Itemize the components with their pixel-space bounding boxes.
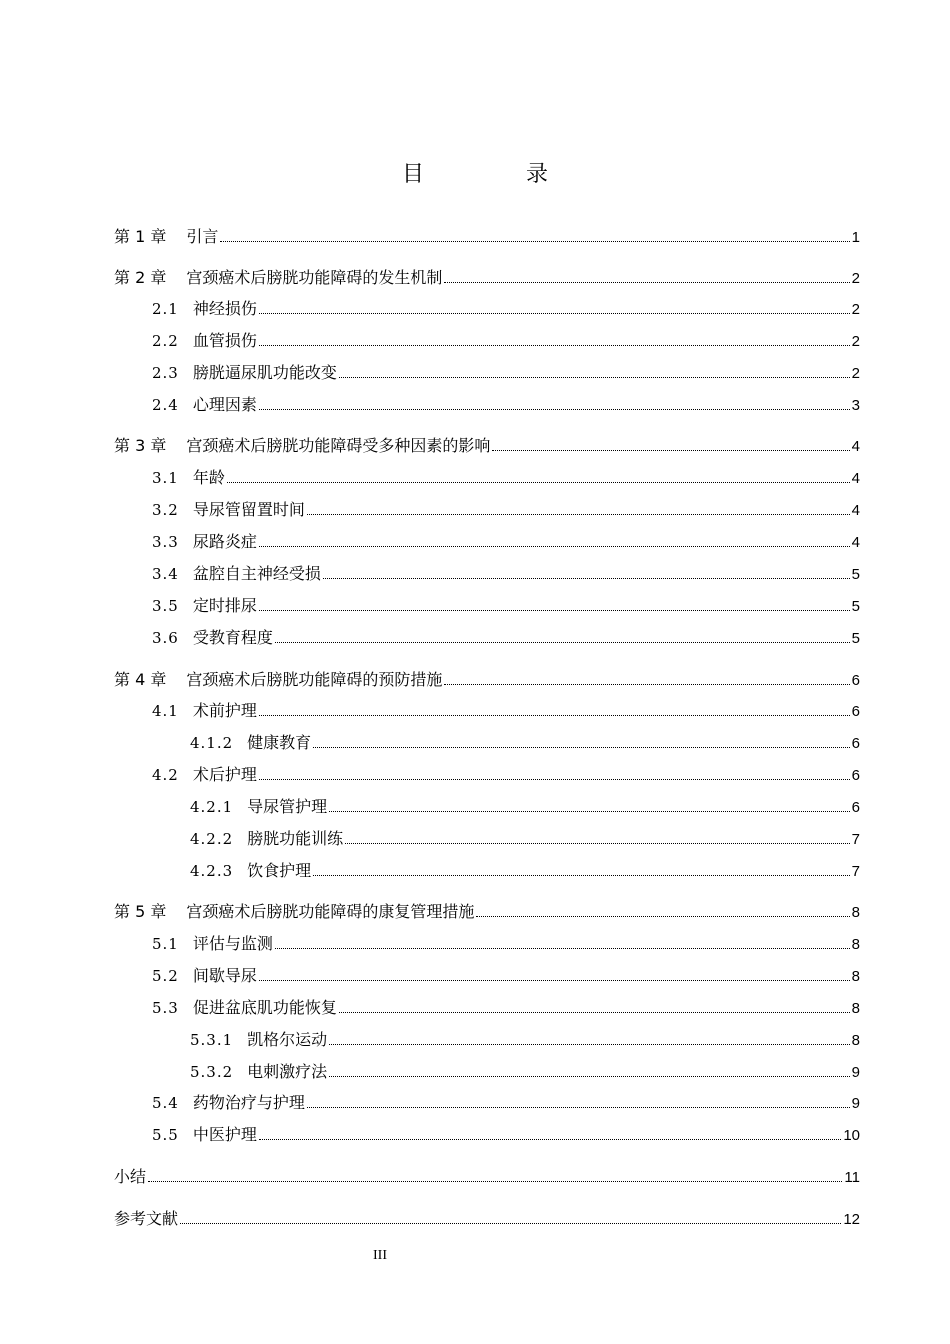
toc-entry-number: 5.3.1 [190, 1031, 234, 1049]
toc-entry-label: 凯格尔运动 [247, 1030, 328, 1049]
toc-leader-dots [259, 609, 850, 611]
toc-entry-page: 4 [851, 470, 860, 487]
toc-entry-label: 促进盆底肌功能恢复 [192, 998, 337, 1017]
toc-entry-page: 7 [851, 831, 860, 848]
toc-entry-number: 4.1.2 [190, 734, 234, 752]
toc-entry-page: 2 [851, 333, 860, 350]
toc-entry-page: 8 [851, 1000, 860, 1017]
toc-leader-dots [307, 1106, 850, 1108]
toc-entry[interactable] [152, 764, 860, 787]
toc-title: 目 录 [401, 162, 588, 187]
toc-entry-label: 术前护理 [192, 701, 257, 720]
toc-entry-label: 间歇导尿 [192, 966, 257, 985]
toc-entry-label: 宫颈癌术后膀胱功能障碍的预防措施 [186, 670, 443, 689]
toc-entry-number: 第 3 章 [114, 436, 167, 455]
toc-entry-page: 2 [851, 270, 860, 287]
toc-leader-dots [329, 1043, 849, 1045]
toc-entry-number: 3.2 [152, 501, 179, 519]
toc-entry-label: 尿路炎症 [192, 532, 257, 551]
toc-leader-dots [259, 312, 850, 314]
toc-entry[interactable] [114, 1208, 860, 1231]
toc-entry[interactable] [190, 828, 860, 851]
toc-entry-label: 膀胱功能训练 [247, 829, 344, 848]
toc-entry-label: 引言 [186, 227, 219, 246]
toc-entry-label: 小结 [114, 1167, 147, 1186]
toc-entry-page: 8 [851, 1032, 860, 1049]
toc-leader-dots [444, 683, 849, 685]
toc-entry-page: 1 [851, 229, 860, 246]
toc-leader-dots [492, 449, 849, 451]
toc-entry[interactable] [152, 933, 860, 956]
toc-entry[interactable] [114, 669, 860, 692]
toc-entry-label: 健康教育 [247, 733, 312, 752]
toc-entry[interactable] [152, 563, 860, 586]
toc-entry-label: 宫颈癌术后膀胱功能障碍受多种因素的影响 [186, 436, 491, 455]
toc-entry-page: 9 [851, 1064, 860, 1081]
toc-entry-number: 3.6 [152, 629, 179, 647]
toc-leader-dots [259, 979, 850, 981]
toc-leader-dots [275, 947, 850, 949]
toc-entry-page: 6 [851, 767, 860, 784]
toc-leader-dots [476, 915, 849, 917]
toc-entry-page: 12 [843, 1211, 860, 1228]
page-number: III [373, 1248, 387, 1263]
toc-entry-page: 8 [851, 904, 860, 921]
toc-leader-dots [180, 1222, 841, 1224]
toc-entry[interactable] [152, 965, 860, 988]
toc-entry-number: 4.2.3 [190, 862, 234, 880]
toc-entry-page: 11 [844, 1169, 860, 1186]
toc-entry-label: 受教育程度 [192, 628, 273, 647]
toc-entry-page: 5 [851, 630, 860, 647]
toc-entry-number: 3.5 [152, 597, 179, 615]
toc-entry-page: 10 [843, 1127, 860, 1144]
toc-entry-page: 7 [851, 863, 860, 880]
toc-leader-dots [275, 641, 850, 643]
toc-entry-label: 参考文献 [114, 1209, 179, 1228]
toc-entry-label: 神经损伤 [192, 299, 257, 318]
toc-entry[interactable] [152, 997, 860, 1020]
toc-leader-dots [329, 1075, 849, 1077]
toc-entry-page: 8 [851, 968, 860, 985]
toc-entry-number: 3.4 [152, 565, 179, 583]
toc-entry[interactable] [152, 595, 860, 618]
toc-entry-page: 8 [851, 936, 860, 953]
toc-entry-number: 2.3 [152, 364, 179, 382]
toc-entry[interactable] [152, 330, 860, 353]
toc-entry-number: 2.4 [152, 396, 179, 414]
toc-entry-label: 血管损伤 [192, 331, 257, 350]
toc-entry-number: 第 1 章 [114, 227, 167, 246]
toc-entry-number: 第 2 章 [114, 268, 167, 287]
toc-leader-dots [227, 481, 850, 483]
toc-leader-dots [259, 408, 850, 410]
toc-entry-label: 评估与监测 [192, 934, 273, 953]
toc-entry[interactable] [114, 267, 860, 290]
toc-leader-dots [313, 746, 849, 748]
toc-entry-number: 5.4 [152, 1094, 179, 1112]
toc-leader-dots [259, 545, 850, 547]
toc-entry[interactable] [190, 1029, 860, 1052]
toc-entry[interactable] [114, 1166, 860, 1189]
toc-entry-page: 4 [851, 438, 860, 455]
toc-entry[interactable] [190, 732, 860, 755]
toc-entry[interactable] [152, 362, 860, 385]
toc-entry-label: 年龄 [192, 468, 225, 487]
toc-entry[interactable] [152, 394, 860, 417]
toc-entry-number: 3.1 [152, 469, 179, 487]
toc-entry-number: 2.2 [152, 332, 179, 350]
toc-leader-dots [329, 810, 849, 812]
toc-entry-label: 导尿管护理 [247, 797, 328, 816]
toc-leader-dots [307, 513, 850, 515]
toc-entry-number: 2.1 [152, 300, 179, 318]
toc-leader-dots [444, 281, 849, 283]
toc-entry-page: 6 [851, 703, 860, 720]
toc-entry-label: 导尿管留置时间 [192, 500, 305, 519]
toc-leader-dots [323, 577, 850, 579]
toc-entry[interactable] [152, 1124, 860, 1147]
toc-entry[interactable] [152, 499, 860, 522]
toc-entry[interactable] [152, 531, 860, 554]
toc-entry-page: 4 [851, 534, 860, 551]
toc-entry-number: 第 4 章 [114, 670, 167, 689]
toc-entry[interactable] [152, 298, 860, 321]
toc-entry-page: 2 [851, 301, 860, 318]
toc-entry-page: 5 [851, 566, 860, 583]
toc-leader-dots [259, 778, 850, 780]
toc-entry-label: 电刺激疗法 [247, 1062, 328, 1081]
toc-entry[interactable] [114, 435, 860, 458]
toc-leader-dots [345, 842, 849, 844]
toc-entry[interactable] [190, 796, 860, 819]
toc-entry[interactable] [190, 1061, 860, 1084]
toc-entry-page: 4 [851, 502, 860, 519]
toc-entry-page: 9 [851, 1095, 860, 1112]
toc-entry-label: 定时排尿 [192, 596, 257, 615]
toc-leader-dots [313, 874, 849, 876]
toc-leader-dots [259, 344, 850, 346]
toc-entry-label: 宫颈癌术后膀胱功能障碍的发生机制 [186, 268, 443, 287]
toc-entry-page: 5 [851, 598, 860, 615]
toc-entry-number: 5.1 [152, 935, 179, 953]
toc-leader-dots [339, 1011, 850, 1013]
toc-entry-number: 4.1 [152, 702, 179, 720]
toc-entry-label: 盆腔自主神经受损 [192, 564, 321, 583]
toc-entry-page: 6 [851, 799, 860, 816]
toc-entry[interactable] [114, 226, 860, 249]
toc-entry-label: 中医护理 [192, 1125, 257, 1144]
toc-entry[interactable] [114, 901, 860, 924]
toc-entry-page: 6 [851, 735, 860, 752]
toc-entry-label: 宫颈癌术后膀胱功能障碍的康复管理措施 [186, 902, 475, 921]
toc-entry-number: 4.2.2 [190, 830, 234, 848]
toc-entry-page: 2 [851, 365, 860, 382]
toc-entry-number: 5.3.2 [190, 1063, 234, 1081]
toc-leader-dots [259, 1138, 841, 1140]
toc-entry[interactable] [152, 627, 860, 650]
toc-entry-number: 第 5 章 [114, 902, 167, 921]
toc-entry-number: 5.2 [152, 967, 179, 985]
toc-entry-label: 膀胱逼尿肌功能改变 [192, 363, 337, 382]
toc-entry-page: 6 [851, 672, 860, 689]
toc-entry-number: 3.3 [152, 533, 179, 551]
toc-entry-number: 4.2 [152, 766, 179, 784]
toc-entry-label: 术后护理 [192, 765, 257, 784]
toc-leader-dots [220, 240, 849, 242]
toc-entry-label: 心理因素 [192, 395, 257, 414]
toc-entry-label: 饮食护理 [247, 861, 312, 880]
toc-entry-number: 4.2.1 [190, 798, 234, 816]
toc-leader-dots [339, 376, 850, 378]
toc-entry-label: 药物治疗与护理 [192, 1093, 305, 1112]
toc-leader-dots [259, 714, 850, 716]
toc-entry[interactable] [152, 467, 860, 490]
toc-entry-number: 5.3 [152, 999, 179, 1017]
toc-entry[interactable] [152, 1092, 860, 1115]
toc-entry-page: 3 [851, 397, 860, 414]
toc-entry[interactable] [152, 700, 860, 723]
toc-entry-number: 5.5 [152, 1126, 179, 1144]
toc-leader-dots [148, 1180, 842, 1182]
toc-entry[interactable] [190, 860, 860, 883]
